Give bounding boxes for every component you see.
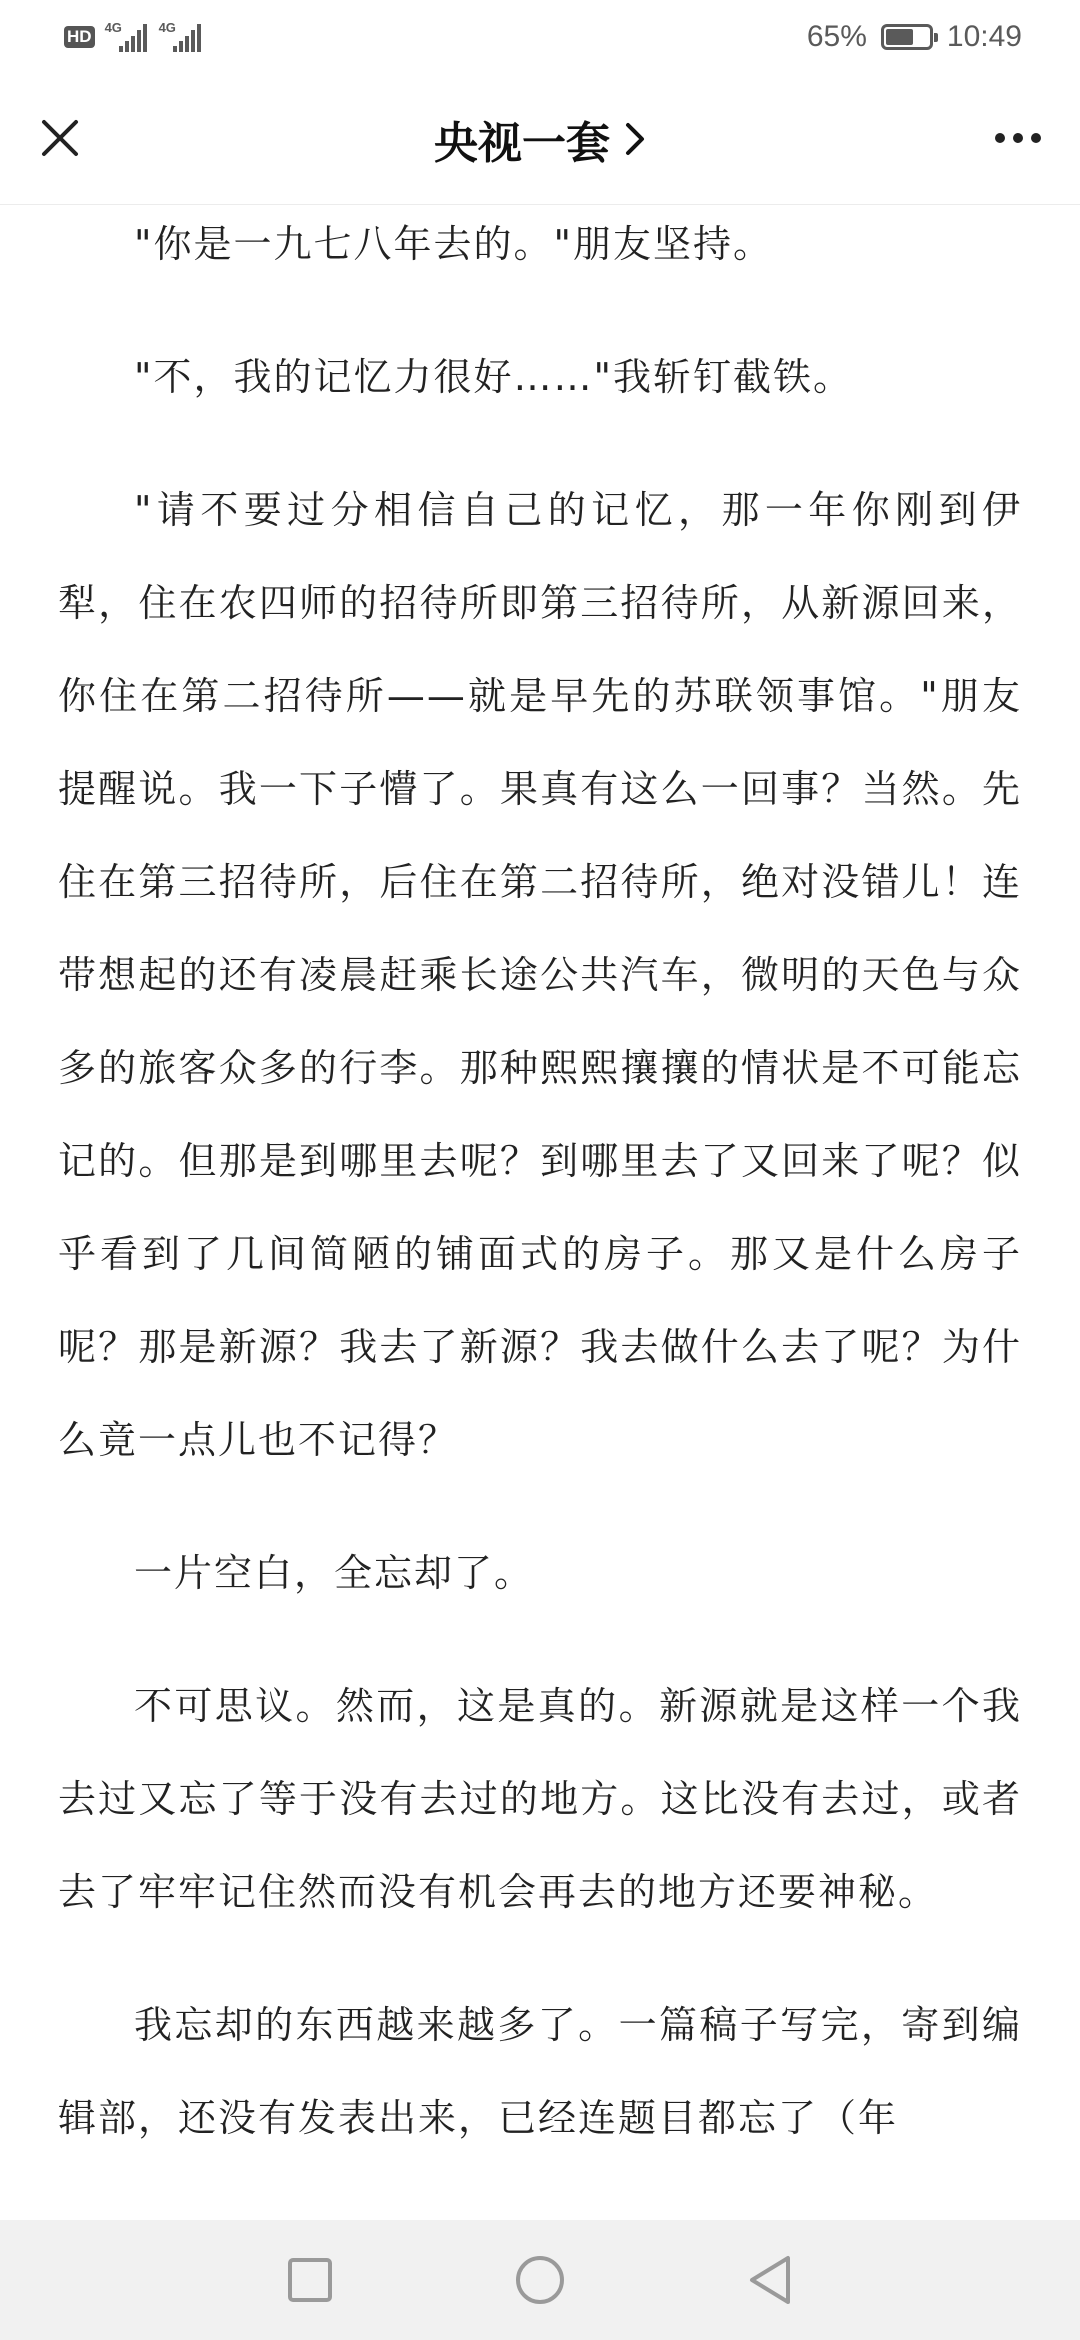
chevron-right-icon xyxy=(624,121,646,157)
close-icon xyxy=(40,118,80,158)
recent-apps-button[interactable] xyxy=(195,2220,425,2340)
account-title-link[interactable] xyxy=(434,107,646,171)
battery-icon xyxy=(881,24,933,50)
triangle-back-icon xyxy=(746,2254,794,2306)
more-icon xyxy=(995,133,1005,143)
status-right xyxy=(807,20,1022,54)
article-paragraph: 不可思议。然而，这是真的。新源就是这样一个我去过又忘了等于没有去过的地方。这比没有去过，或者去了牢牢记住然而没有机会再去的地方还要神秘。 xyxy=(58,1684,1022,1914)
status-bar xyxy=(0,0,1080,74)
more-button[interactable] xyxy=(982,106,1054,170)
article-body xyxy=(58,204,1022,2220)
battery-fill xyxy=(886,29,913,45)
status-left xyxy=(64,22,203,52)
article-paragraph: 我忘却的东西越来越多了。一篇稿子写完，寄到编辑部，还没有发表出来，已经连题目都忘了（年 xyxy=(58,2003,1022,2140)
page-title: 央视一套 xyxy=(434,118,610,169)
article-paragraph: "不，我的记忆力很好……"我斩钉截铁。 xyxy=(134,355,853,399)
more-icon-dot xyxy=(1031,133,1041,143)
article-paragraph: 一片空白，全忘却了。 xyxy=(134,1551,535,1595)
status-time: 10:49 xyxy=(946,20,1022,53)
article-paragraph: "你是一九七八年去的。"朋友坚持。 xyxy=(134,222,773,266)
back-button[interactable] xyxy=(655,2220,885,2340)
sim2-label: 4G xyxy=(158,20,176,35)
circle-icon xyxy=(514,2254,566,2306)
signal-icon-sim2 xyxy=(159,22,203,52)
square-icon xyxy=(286,2256,334,2304)
sim1-label: 4G xyxy=(104,20,122,35)
battery-percent: 65% xyxy=(806,20,867,53)
system-nav-bar xyxy=(0,2220,1080,2340)
more-icon-dot xyxy=(1013,133,1023,143)
home-button[interactable] xyxy=(425,2220,655,2340)
title-bar xyxy=(0,74,1080,205)
close-button[interactable] xyxy=(28,106,92,170)
article-paragraph: "请不要过分相信自己的记忆，那一年你刚到伊犁，住在农四师的招待所即第三招待所，从新源回来，你住在第二招待所——就是早先的苏联领事馆。"朋友提醒说。我一下子懵了。果真有这么一回事？当然。先住在第三招待所，后住在第二招待所，绝对没错儿！连带想起的还有凌晨赶乘长途公共汽车，微明的天色与众多的旅客众多的行李。那种熙熙攘攘的情状是不可能忘记的。但那是到哪里去呢？到哪里去了又回来了呢？似乎看到了几间简陋的铺面式的房子。那又是什么房子呢？那是新源？我去了新源？我去做什么去了呢？为什么竟一点儿也不记得？ xyxy=(58,488,1022,1462)
hd-icon: HD xyxy=(64,26,95,48)
signal-icon-sim1 xyxy=(105,22,149,52)
